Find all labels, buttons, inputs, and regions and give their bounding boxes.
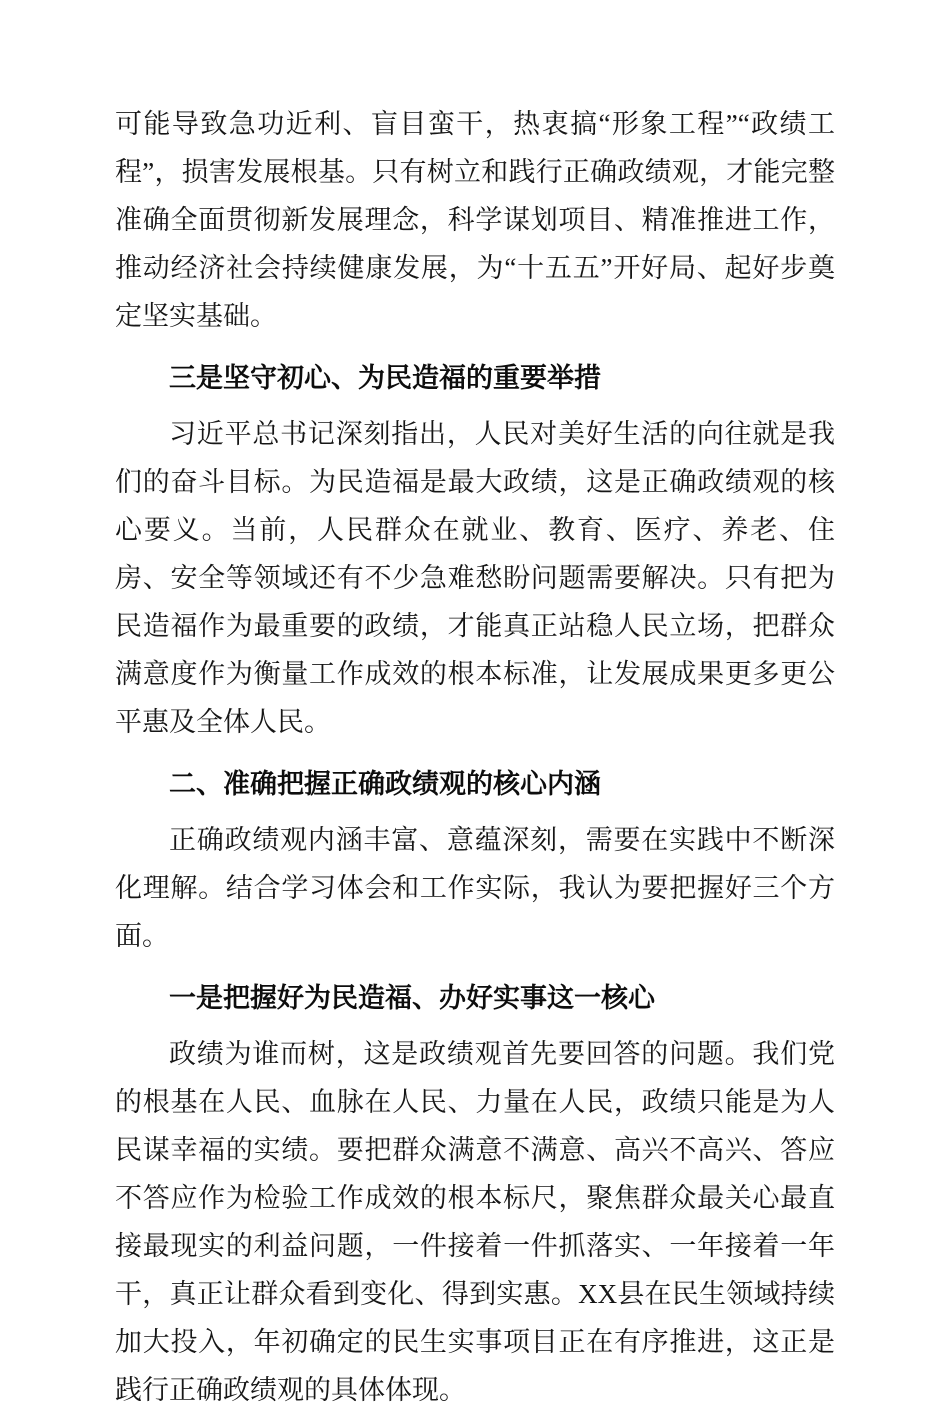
body-paragraph: 政绩为谁而树，这是政绩观首先要回答的问题。我们党的根基在人民、血脉在人民、力量在人民，政绩只能是为人民谋幸福的实绩。要把群众满意不满意、高兴不高兴、答应不答应作为检验工作成效的根本标尺，聚焦群众最关心最直接最现实的利益问题，一件接着一件抓落实、一年接着一年干，真正让群众看到变化、得到实惠。XX县在民生领域持续加大投入，年初确定的民生实事项目正在有序推进，这正是践行正确政绩观的具体体现。 <box>115 1039 835 1405</box>
body-paragraph: 可能导致急功近利、盲目蛮干，热衷搞“形象工程”“政绩工程”，损害发展根基。只有树立和践行正确政绩观，才能完整准确全面贯彻新发展理念，科学谋划项目、精准推进工作，推动经济社会持续健康发展，为“十五五”开好局、起好步奠定坚实基础。 <box>115 109 835 331</box>
document-body <box>115 100 835 1414</box>
section-heading: 一是把握好为民造福、办好实事这一核心 <box>169 983 655 1013</box>
section-heading: 三是坚守初心、为民造福的重要举措 <box>169 363 601 393</box>
body-paragraph: 习近平总书记深刻指出，人民对美好生活的向往就是我们的奋斗目标。为民造福是最大政绩，这是正确政绩观的核心要义。当前，人民群众在就业、教育、医疗、养老、住房、安全等领域还有不少急难愁盼问题需要解决。只有把为民造福作为最重要的政绩，才能真正站稳人民立场，把群众满意度作为衡量工作成效的根本标准，让发展成果更多更公平惠及全体人民。 <box>115 419 835 737</box>
section-heading: 二、准确把握正确政绩观的核心内涵 <box>169 769 601 799</box>
body-paragraph: 正确政绩观内涵丰富、意蕴深刻，需要在实践中不断深化理解。结合学习体会和工作实际，我认为要把握好三个方面。 <box>115 825 835 951</box>
